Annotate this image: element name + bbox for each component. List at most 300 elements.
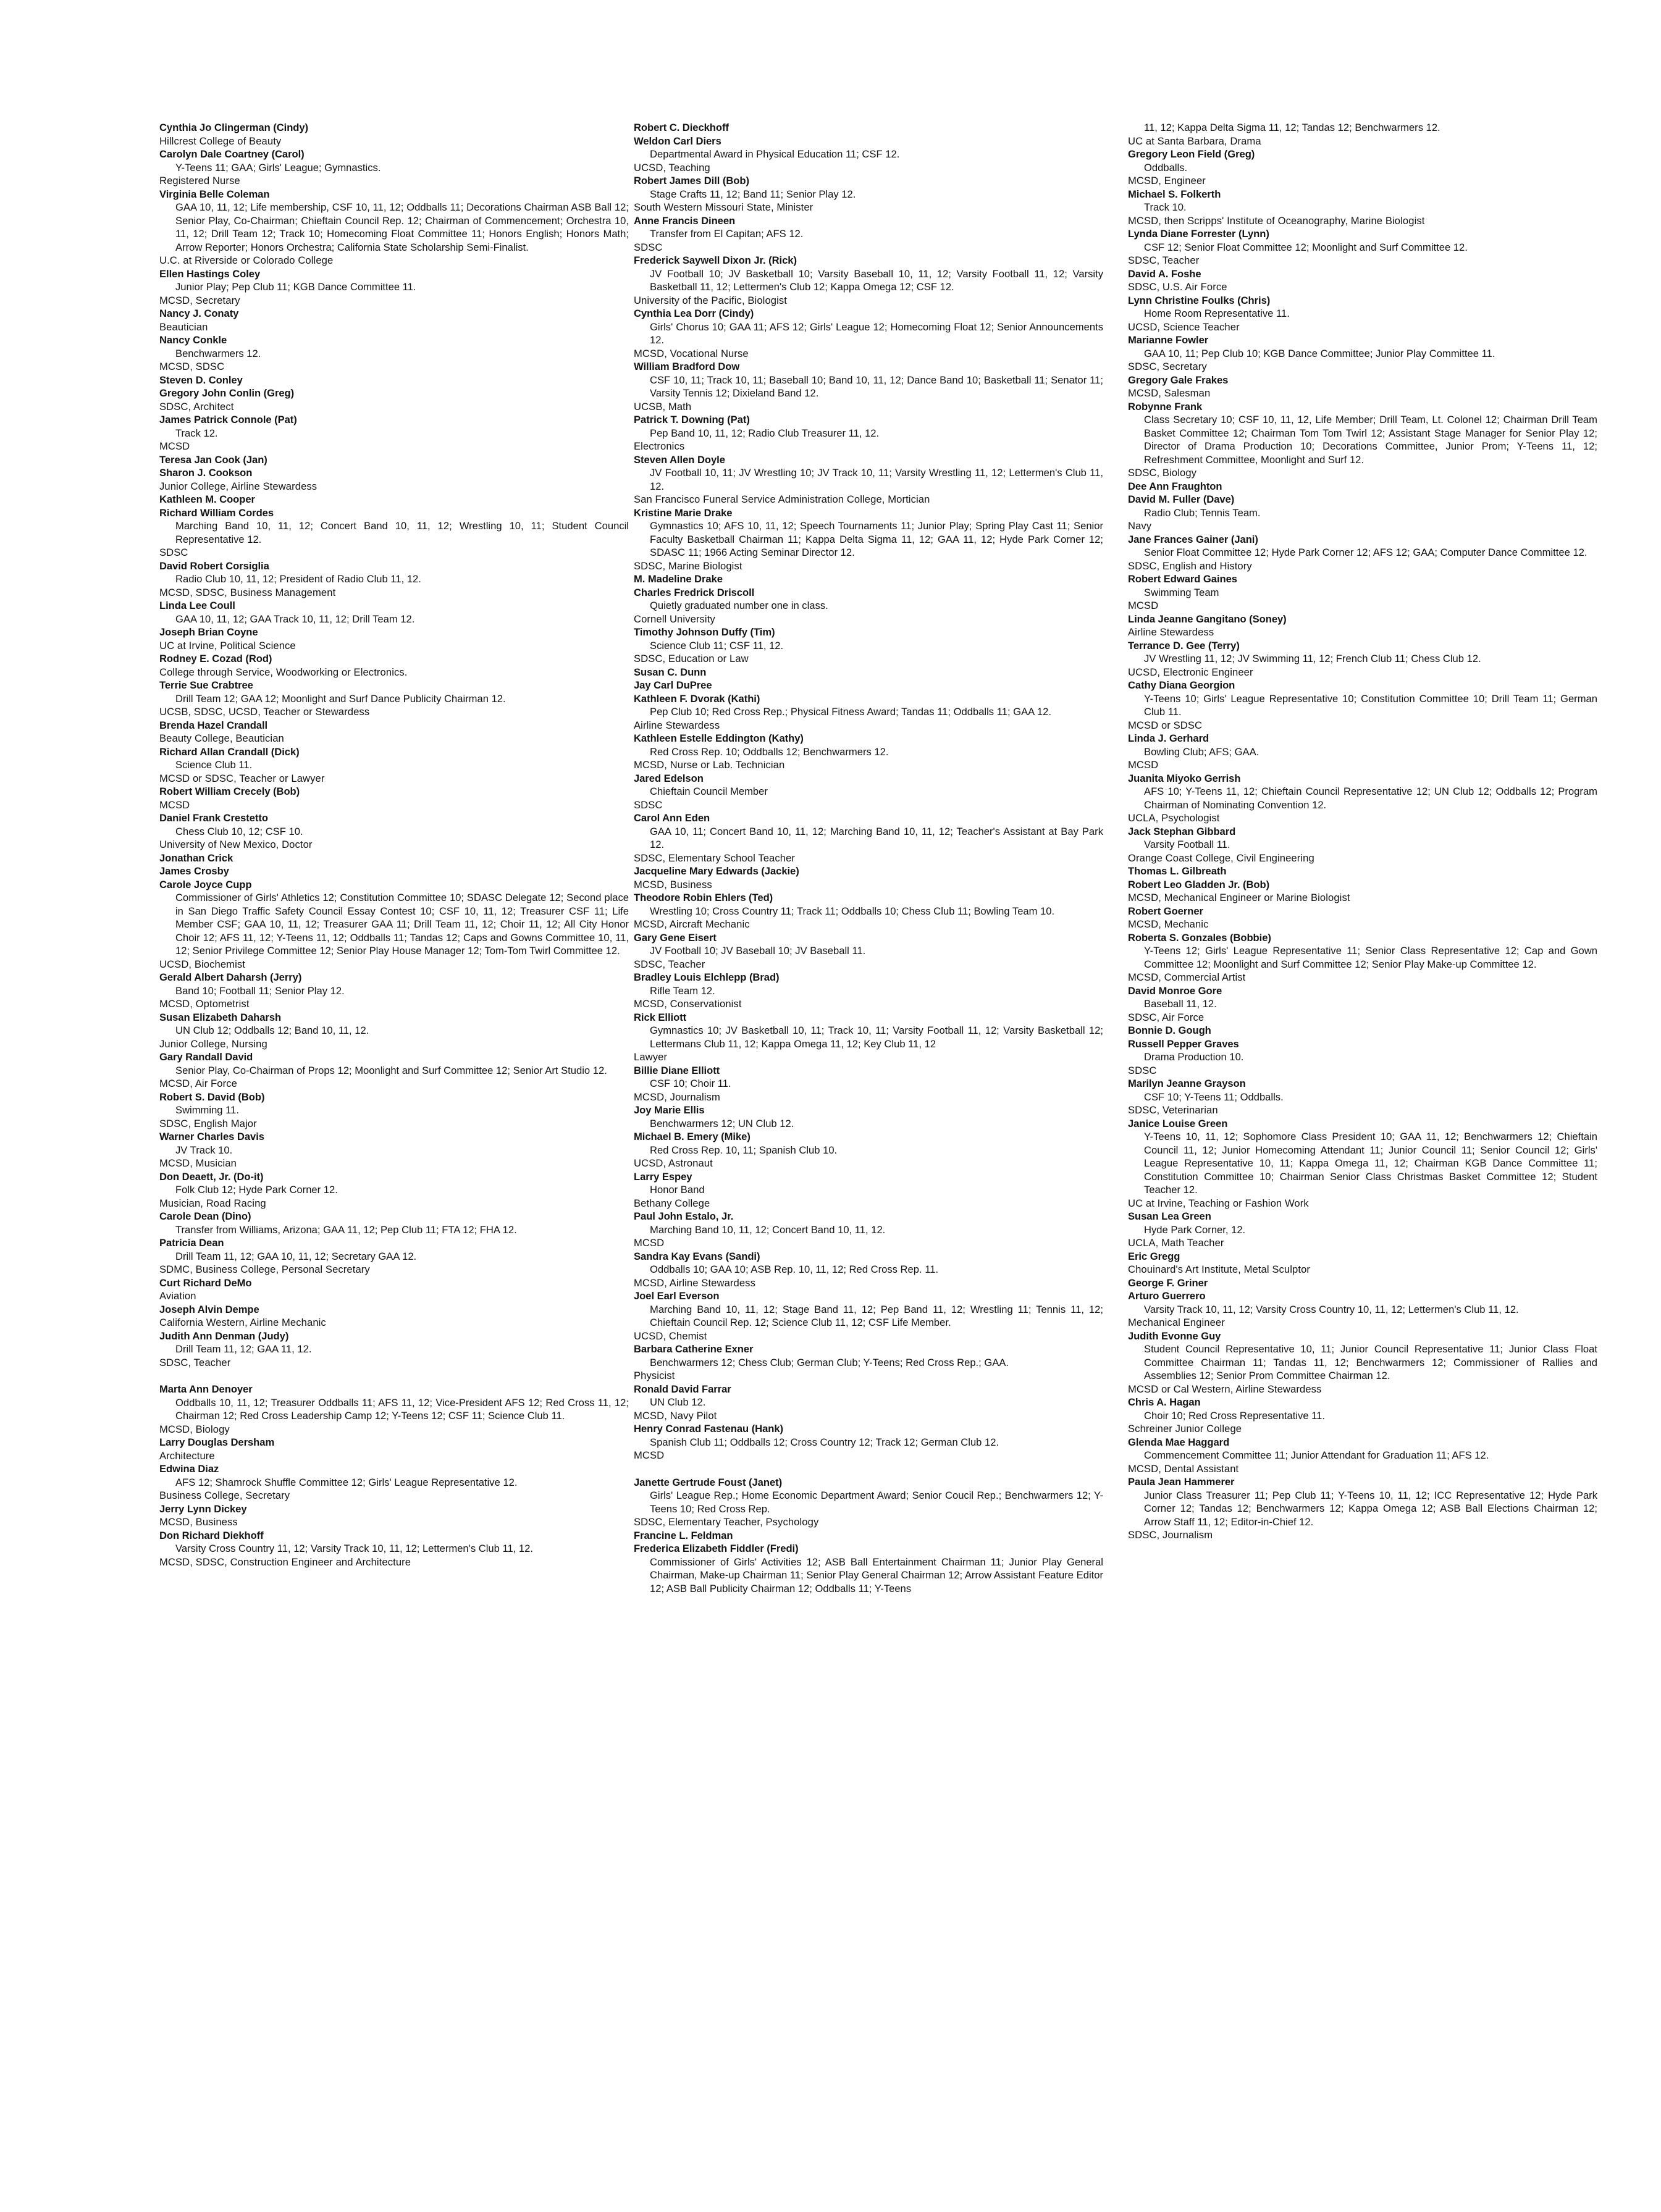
student-activities: Girls' League Rep.; Home Economic Department Award; Senior Coucil Rep.; Benchwarmers 12; Y-Teens 10; Red Cross Rep. bbox=[650, 1489, 1103, 1515]
student-entry bbox=[1128, 1250, 1597, 1276]
student-future-plans: SDSC, Teacher bbox=[634, 958, 705, 970]
student-entry bbox=[1128, 878, 1597, 905]
student-activities: Spanish Club 11; Oddballs 12; Cross Country 12; Track 12; German Club 12. bbox=[650, 1436, 999, 1448]
student-activities: Transfer from El Capitan; AFS 12. bbox=[650, 228, 804, 240]
student-future-plans: Junior College, Airline Stewardess bbox=[159, 480, 317, 492]
student-entry bbox=[1128, 533, 1597, 573]
student-future-plans: MCSD, Airline Stewardess bbox=[634, 1276, 755, 1289]
student-name: Don Deaett, Jr. (Do-it) bbox=[159, 1170, 264, 1183]
student-entry bbox=[159, 1330, 629, 1370]
student-future-plans: SDSC, Air Force bbox=[1128, 1011, 1205, 1023]
student-future-plans: MCSD bbox=[1128, 759, 1159, 771]
student-future-plans: Aviation bbox=[159, 1290, 196, 1302]
student-activities: Commissioner of Girls' Activities 12; ASB Ball Entertainment Chairman 11; Junior Play General Chairman, Make-up Chairman 11; Senior Play General Chairman 12; Arrow Assistant Feature Editor 12; ASB Ball Publicity Chairman 12; Oddballs 11; Y-Teens bbox=[650, 1556, 1103, 1594]
student-name: Gary Gene Eisert bbox=[634, 931, 717, 944]
student-name: Ellen Hastings Coley bbox=[159, 267, 261, 280]
student-future-plans: MCSD, Secretary bbox=[159, 294, 240, 306]
student-activities: Transfer from Williams, Arizona; GAA 11, 12; Pep Club 11; FTA 12; FHA 12. bbox=[175, 1223, 517, 1236]
student-future-plans: Electronics bbox=[634, 440, 685, 452]
student-name: Kathleen M. Cooper bbox=[159, 493, 255, 505]
student-activities: Junior Play; Pep Club 11; KGB Dance Committee 11. bbox=[175, 281, 416, 293]
student-future-plans: Chouinard's Art Institute, Metal Sculptor bbox=[1128, 1263, 1311, 1275]
student-name: Charles Fredrick Driscoll bbox=[634, 586, 755, 598]
student-name: James Patrick Connole (Pat) bbox=[159, 414, 297, 425]
student-future-plans: UCSD, Teaching bbox=[634, 161, 710, 174]
student-future-plans: Physicist bbox=[634, 1370, 675, 1381]
student-name: Jerry Lynn Dickey bbox=[159, 1502, 247, 1515]
student-future-plans: MCSD, Biology bbox=[159, 1423, 230, 1435]
student-name: David A. Foshe bbox=[1128, 267, 1201, 280]
student-activities: Pep Club 10; Red Cross Rep.; Physical Fitness Award; Tandas 11; Oddballs 11; GAA 12. bbox=[650, 706, 1051, 718]
student-entry bbox=[159, 121, 629, 148]
student-activities: Senior Play, Co-Chairman of Props 12; Moonlight and Surf Committee 12; Senior Art Studio 12. bbox=[175, 1064, 607, 1076]
student-name: Marta Ann Denoyer bbox=[159, 1383, 253, 1395]
student-entry bbox=[1128, 188, 1597, 228]
student-future-plans: UCSD, Astronaut bbox=[634, 1157, 713, 1169]
student-future-plans: SDSC bbox=[634, 798, 663, 811]
student-name: Lynn Christine Foulks (Chris) bbox=[1128, 294, 1271, 306]
student-name: Frederick Saywell Dixon Jr. (Rick) bbox=[634, 254, 797, 266]
student-future-plans: San Francisco Funeral Service Administration College, Mortician bbox=[634, 493, 930, 505]
student-name: Paula Jean Hammerer bbox=[1128, 1476, 1235, 1488]
student-future-plans: MCSD bbox=[1128, 600, 1159, 611]
student-entry bbox=[1128, 1289, 1597, 1330]
student-entry bbox=[159, 652, 629, 679]
student-future-plans: South Western Missouri State, Minister bbox=[634, 201, 814, 213]
student-future-plans: Schreiner Junior College bbox=[1128, 1423, 1242, 1435]
student-activities: Quietly graduated number one in class. bbox=[650, 600, 828, 611]
student-future-plans: MCSD, SDSC, Construction Engineer and Architecture bbox=[159, 1556, 411, 1568]
directory-column-2 bbox=[634, 121, 1103, 1595]
student-activities: GAA 10, 11; Concert Band 10, 11, 12; Marching Band 10, 11, 12; Teacher's Assistant at Bay Park 12. bbox=[650, 825, 1103, 850]
student-name: Marianne Fowler bbox=[1128, 334, 1209, 346]
student-entry bbox=[634, 1210, 1103, 1250]
student-name: Steven Allen Doyle bbox=[634, 453, 725, 466]
student-activities: Chieftain Council Member bbox=[650, 786, 768, 797]
student-name: Paul John Estalo, Jr. bbox=[634, 1210, 734, 1222]
student-name: Rodney E. Cozad (Rod) bbox=[159, 653, 272, 664]
student-entry bbox=[159, 811, 629, 852]
student-name: Roberta S. Gonzales (Bobbie) bbox=[1128, 931, 1271, 944]
student-entry bbox=[159, 493, 629, 506]
student-entry bbox=[634, 1130, 1103, 1170]
student-future-plans: SDSC, Veterinarian bbox=[1128, 1104, 1218, 1116]
student-entry bbox=[1128, 1276, 1597, 1290]
student-activities: Track 10. bbox=[1144, 201, 1187, 213]
student-name: Terrie Sue Crabtree bbox=[159, 679, 253, 691]
student-entry bbox=[159, 374, 629, 387]
student-entry bbox=[634, 506, 1103, 573]
student-entry bbox=[159, 307, 629, 333]
student-future-plans: SDSC, U.S. Air Force bbox=[1128, 281, 1227, 293]
student-activities: Hyde Park Corner, 12. bbox=[1144, 1223, 1246, 1236]
student-name: Chris A. Hagan bbox=[1128, 1396, 1201, 1408]
student-future-plans: MCSD, Aircraft Mechanic bbox=[634, 918, 750, 930]
student-future-plans: MCSD, Salesman bbox=[1128, 387, 1211, 399]
student-name: Cynthia Jo Clingerman (Cindy) bbox=[159, 122, 309, 133]
student-activities: Drill Team 11, 12; GAA 11, 12. bbox=[175, 1343, 312, 1355]
student-entry bbox=[634, 572, 1103, 586]
student-entry bbox=[634, 307, 1103, 360]
student-entry bbox=[1128, 905, 1597, 931]
student-entry bbox=[159, 413, 629, 453]
student-activities: Benchwarmers 12; UN Club 12. bbox=[650, 1117, 794, 1129]
student-entry bbox=[1128, 1117, 1597, 1210]
student-entry bbox=[634, 1064, 1103, 1104]
student-activities: Gymnastics 10; AFS 10, 11, 12; Speech Tournaments 11; Junior Play; Spring Play Cast 11; Senior Faculty Basketball Chairman 11; Kappa Delta Sigma 11, 12; GAA 11, 12; Hyde Park Corner 12; SDASC 11; 1966 Acting Seminar Director 12. bbox=[650, 520, 1103, 558]
student-name: Marilyn Jeanne Grayson bbox=[1128, 1078, 1246, 1089]
student-name: Richard William Cordes bbox=[159, 506, 274, 519]
student-entry bbox=[1128, 1210, 1597, 1250]
student-activities: Commencement Committee 11; Junior Attendant for Graduation 11; AFS 12. bbox=[1144, 1449, 1489, 1461]
student-name: Carole Joyce Cupp bbox=[159, 878, 252, 890]
student-activities: Y-Teens 10, 11, 12; Sophomore Class President 10; GAA 11, 12; Benchwarmers 12; Chieftain Council 11, 12; Junior Homecoming Attendant 11; Junior Council 11; Senior Council 12; Girls' League Representative 10, 11; Kappa Omega 11, 12; Chairman KGB Dance Committee 11; Constitution Committee 10; Chairman Senior Class Christmas Basket Committee 12; Student Teacher 12. bbox=[1144, 1131, 1597, 1196]
student-entry bbox=[634, 1104, 1103, 1130]
student-name: Henry Conrad Fastenau (Hank) bbox=[634, 1423, 784, 1435]
student-future-plans: MCSD, Nurse or Lab. Technician bbox=[634, 759, 785, 771]
student-activities: CSF 10, 11; Track 10, 11; Baseball 10; Band 10, 11, 12; Dance Band 10; Basketball 11; Senator 11; Varsity Tennis 12; Dixieland Band 12. bbox=[650, 374, 1103, 399]
student-entry bbox=[159, 745, 629, 786]
student-name: Eric Gregg bbox=[1128, 1250, 1180, 1262]
student-entry bbox=[634, 1343, 1103, 1383]
student-future-plans: MCSD, Mechanical Engineer or Marine Biologist bbox=[1128, 892, 1350, 903]
student-name: Michael B. Emery (Mike) bbox=[634, 1131, 751, 1142]
student-future-plans: Mechanical Engineer bbox=[1128, 1317, 1225, 1328]
student-entry bbox=[634, 413, 1103, 453]
student-future-plans: MCSD bbox=[634, 1237, 665, 1249]
student-entry bbox=[634, 174, 1103, 214]
student-name: Susan Elizabeth Daharsh bbox=[159, 1011, 282, 1023]
student-entry bbox=[159, 1011, 629, 1051]
student-future-plans: MCSD or SDSC, Teacher or Lawyer bbox=[159, 772, 325, 784]
student-future-plans: UCSB, SDSC, UCSD, Teacher or Stewardess bbox=[159, 706, 370, 718]
student-activities: Senior Float Committee 12; Hyde Park Corner 12; AFS 12; GAA; Computer Dance Committee 12. bbox=[1144, 547, 1587, 558]
student-future-plans: Cornell University bbox=[634, 613, 715, 625]
student-future-plans: Orange Coast College, Civil Engineering bbox=[1128, 852, 1314, 864]
student-activities: Honor Band bbox=[650, 1184, 705, 1196]
student-entry bbox=[159, 387, 629, 413]
student-future-plans: UCSB, Math bbox=[634, 400, 692, 413]
student-name: Gregory Leon Field (Greg) bbox=[1128, 148, 1255, 160]
student-entry bbox=[1128, 825, 1597, 865]
student-name: Robynne Frank bbox=[1128, 400, 1203, 413]
student-name: Kathleen Estelle Eddington (Kathy) bbox=[634, 732, 804, 744]
student-entry bbox=[1128, 333, 1597, 374]
student-name: Richard Allan Crandall (Dick) bbox=[159, 745, 300, 758]
student-name: Robert William Crecely (Bob) bbox=[159, 786, 300, 797]
student-future-plans: Airline Stewardess bbox=[1128, 626, 1214, 638]
student-name: Rick Elliott bbox=[634, 1011, 687, 1023]
student-name: Jay Carl DuPree bbox=[634, 679, 712, 691]
student-entry bbox=[634, 811, 1103, 865]
student-name: Kristine Marie Drake bbox=[634, 506, 733, 519]
student-entry bbox=[634, 626, 1103, 666]
student-activities: Y-Teens 12; Girls' League Representative 11; Senior Class Representative 12; Cap and Gown Committee 12; Moonlight and Surf Committee 12; Senior Play Make-up Committee 12. bbox=[1144, 945, 1597, 970]
student-activities: Oddballs 10; GAA 10; ASB Rep. 10, 11, 12; Red Cross Rep. 11. bbox=[650, 1263, 939, 1275]
student-entry bbox=[634, 732, 1103, 772]
student-name: Don Richard Diekhoff bbox=[159, 1529, 264, 1541]
student-entry bbox=[634, 692, 1103, 732]
student-future-plans: Beautician bbox=[159, 320, 208, 333]
student-entry bbox=[1128, 1037, 1597, 1078]
student-name: Terrance D. Gee (Terry) bbox=[1128, 639, 1240, 651]
student-future-plans: SDSC, English Major bbox=[159, 1117, 257, 1129]
student-future-plans: MCSD, Conservationist bbox=[634, 998, 742, 1010]
student-name: Janice Louise Green bbox=[1128, 1117, 1228, 1129]
student-future-plans: Registered Nurse bbox=[159, 175, 240, 186]
student-name: Robert James Dill (Bob) bbox=[634, 175, 749, 186]
student-entry bbox=[1128, 772, 1597, 825]
student-name: Robert C. Dieckhoff bbox=[634, 122, 729, 133]
student-entry bbox=[634, 214, 1103, 254]
student-name: Linda Lee Coull bbox=[159, 600, 235, 611]
student-name: Gregory Gale Frakes bbox=[1128, 374, 1229, 386]
student-entry bbox=[1128, 1475, 1597, 1542]
student-entry bbox=[634, 865, 1103, 891]
student-entry bbox=[159, 1529, 629, 1569]
directory-column-3 bbox=[1128, 121, 1597, 1542]
student-future-plans: University of New Mexico, Doctor bbox=[159, 839, 313, 850]
student-name: Michael S. Folkerth bbox=[1128, 188, 1221, 200]
student-activities: Drama Production 10. bbox=[1144, 1051, 1244, 1063]
student-future-plans: College through Service, Woodworking or Electronics. bbox=[159, 666, 408, 678]
student-activities: GAA 10, 11, 12; GAA Track 10, 11, 12; Drill Team 12. bbox=[175, 613, 415, 625]
student-entry bbox=[159, 679, 629, 719]
student-name: Steven D. Conley bbox=[159, 374, 243, 386]
student-future-plans: SDSC, Marine Biologist bbox=[634, 559, 742, 572]
student-activities: Benchwarmers 12; Chess Club; German Club; Y-Teens; Red Cross Rep.; GAA. bbox=[650, 1356, 1009, 1368]
student-future-plans: SDSC, Education or Law bbox=[634, 653, 749, 664]
student-future-plans: California Western, Airline Mechanic bbox=[159, 1317, 326, 1328]
student-entry bbox=[634, 254, 1103, 307]
student-activities: Oddballs 10, 11, 12; Treasurer Oddballs 11; AFS 11, 12; Vice-President AFS 12; Red Cross 11, 12; Chairman 12; Red Cross Leadership Camp 12; Y-Teens 12; CSF 11; Science Club 11. bbox=[175, 1396, 629, 1422]
student-future-plans: Bethany College bbox=[634, 1197, 710, 1209]
student-future-plans: UCSD, Electronic Engineer bbox=[1128, 666, 1253, 678]
student-entry bbox=[1128, 984, 1597, 1024]
student-name: Sandra Kay Evans (Sandi) bbox=[634, 1250, 760, 1262]
student-activities: Pep Band 10, 11, 12; Radio Club Treasurer 11, 12. bbox=[650, 427, 880, 439]
student-entry bbox=[159, 1050, 629, 1091]
directory-column-1 bbox=[159, 121, 629, 1569]
student-future-plans: Airline Stewardess bbox=[634, 719, 720, 731]
student-entry bbox=[1128, 148, 1597, 188]
student-name: Jacqueline Mary Edwards (Jackie) bbox=[634, 865, 799, 877]
student-name: Janette Gertrude Foust (Janet) bbox=[634, 1476, 783, 1488]
student-entry bbox=[1128, 1077, 1597, 1117]
student-entry bbox=[1128, 679, 1597, 732]
student-future-plans: SDSC bbox=[1128, 1064, 1157, 1076]
student-activities: Varsity Cross Country 11, 12; Varsity Track 10, 11, 12; Lettermen's Club 11, 12. bbox=[175, 1543, 533, 1554]
student-name: Billie Diane Elliott bbox=[634, 1064, 720, 1076]
student-name: Patrick T. Downing (Pat) bbox=[634, 414, 750, 425]
student-name: Judith Evonne Guy bbox=[1128, 1330, 1221, 1342]
student-future-plans: University of the Pacific, Biologist bbox=[634, 294, 787, 306]
student-entry bbox=[634, 135, 1103, 175]
student-name: Gregory John Conlin (Greg) bbox=[159, 387, 295, 399]
student-name: Robert Leo Gladden Jr. (Bob) bbox=[1128, 878, 1270, 890]
student-activities: Gymnastics 10; JV Basketball 10, 11; Track 10, 11; Varsity Football 11, 12; Varsity Basketball 12; Lettermans Club 11, 12; Kappa Omega 11, 12; Key Club 11, 12 bbox=[650, 1024, 1103, 1050]
student-name: Carolyn Dale Coartney (Carol) bbox=[159, 148, 305, 160]
student-future-plans: MCSD, Journalism bbox=[634, 1091, 720, 1103]
student-future-plans: UC at Santa Barbara, Drama bbox=[1128, 135, 1261, 147]
student-activities: Commissioner of Girls' Athletics 12; Constitution Committee 10; SDASC Delegate 12; Second place in San Diego Traffic Safety Council Essay Contest 10; CSF 10, 11, 12; Treasurer CSF 11; Life Member CSF; GAA 10, 11, 12; Treasurer GAA 11; Drill Team 11, 12; Choir 11, 12; All City Honor Choir 12; AFS 11, 12; Y-Teens 11, 12; Oddballs 11; Tandas 12; Caps and Gowns Committee 10, 11, 12; Senior Privilege Committee 12; Senior Play House Manager 12; Tom-Tom Twirl Committee 12. bbox=[175, 892, 629, 957]
student-entry bbox=[634, 1476, 1103, 1529]
student-name: Edwina Diaz bbox=[159, 1463, 219, 1475]
student-entry bbox=[634, 1250, 1103, 1290]
student-activities: GAA 10, 11; Pep Club 10; KGB Dance Committee; Junior Play Committee 11. bbox=[1144, 347, 1495, 359]
student-activities: Bowling Club; AFS; GAA. bbox=[1144, 745, 1259, 758]
student-entry bbox=[634, 891, 1103, 931]
student-entry bbox=[1128, 493, 1597, 533]
student-activities: Red Cross Rep. 10; Oddballs 12; Benchwarmers 12. bbox=[650, 745, 889, 758]
student-name: Timothy Johnson Duffy (Tim) bbox=[634, 626, 775, 638]
student-activities: Varsity Track 10, 11, 12; Varsity Cross Country 10, 11, 12; Lettermen's Club 11, 12. bbox=[1144, 1303, 1519, 1315]
student-entry bbox=[1128, 1024, 1597, 1037]
student-activities: GAA 10, 11, 12; Life membership, CSF 10, 11, 12; Oddballs 11; Decorations Chairman ASB Ball 12; Senior Play, Co-Chairman; Chieftain Council Rep. 12; Chairman of Commencement; Orchestra 10, 11, 12; Drill Team 12; Track 10; Homecoming Float Committee 11; Honors English; Honors Math; Arrow Reporter; Honors Orchestra; California State Scholarship Semi-Finalist. bbox=[175, 201, 629, 253]
student-entry bbox=[634, 1011, 1103, 1064]
student-name: Robert S. David (Bob) bbox=[159, 1091, 265, 1103]
student-activities: Stage Crafts 11, 12; Band 11; Senior Play 12. bbox=[650, 188, 856, 200]
student-entry bbox=[1128, 1436, 1597, 1476]
student-entry bbox=[1128, 267, 1597, 294]
student-name: Theodore Robin Ehlers (Ted) bbox=[634, 892, 773, 903]
student-name: Frederica Elizabeth Fiddler (Fredi) bbox=[634, 1543, 799, 1554]
student-activities: Marching Band 10, 11, 12; Concert Band 10, 11, 12. bbox=[650, 1223, 886, 1236]
student-name: Joy Marie Ellis bbox=[634, 1104, 705, 1116]
student-entry bbox=[634, 1289, 1103, 1343]
student-future-plans: SDSC, Architect bbox=[159, 400, 234, 413]
student-name: Carol Ann Eden bbox=[634, 812, 710, 824]
student-name: Juanita Miyoko Gerrish bbox=[1128, 772, 1241, 784]
student-activities: JV Football 10; JV Basketball 10; Varsity Baseball 10, 11, 12; Varsity Football 11, 12; Varsity Basketball 11, 12; Lettermen's Club 12; Kappa Omega 12; CSF 12. bbox=[650, 267, 1103, 293]
student-future-plans: UCLA, Psychologist bbox=[1128, 812, 1220, 824]
student-activities: UN Club 12. bbox=[650, 1396, 706, 1408]
student-activities: CSF 10; Y-Teens 11; Oddballs. bbox=[1144, 1091, 1284, 1103]
student-entry bbox=[159, 1436, 629, 1462]
student-entry bbox=[1128, 931, 1597, 984]
student-future-plans: SDSC, Elementary Teacher, Psychology bbox=[634, 1516, 819, 1528]
student-name: Susan Lea Green bbox=[1128, 1210, 1211, 1222]
student-name: Jared Edelson bbox=[634, 772, 704, 784]
student-name: Susan C. Dunn bbox=[634, 666, 707, 678]
student-activities: AFS 10; Y-Teens 11, 12; Chieftain Council Representative 12; UN Club 12; Oddballs 12; Program Chairman of Nominating Convention 12. bbox=[1144, 786, 1597, 811]
student-entry bbox=[159, 506, 629, 559]
student-activities: Track 12. bbox=[175, 427, 218, 439]
student-future-plans: SDSC, Secretary bbox=[1128, 361, 1207, 372]
student-future-plans: MCSD bbox=[634, 1449, 665, 1461]
student-entry bbox=[159, 267, 629, 308]
student-future-plans: SDSC, English and History bbox=[1128, 559, 1252, 572]
student-entry bbox=[159, 865, 629, 878]
student-future-plans: Business College, Secretary bbox=[159, 1489, 290, 1501]
student-future-plans: SDSC bbox=[634, 241, 663, 253]
student-future-plans: UC at Irvine, Teaching or Fashion Work bbox=[1128, 1197, 1309, 1209]
student-future-plans: Junior College, Nursing bbox=[159, 1037, 267, 1050]
student-activities: Varsity Football 11. bbox=[1144, 839, 1230, 850]
student-entry bbox=[1128, 613, 1597, 639]
student-activities: Drill Team 12; GAA 12; Moonlight and Surf Dance Publicity Chairman 12. bbox=[175, 692, 506, 705]
student-name: George F. Griner bbox=[1128, 1276, 1208, 1289]
student-future-plans: MCSD, SDSC, Business Management bbox=[159, 586, 336, 598]
student-entry bbox=[159, 188, 629, 267]
student-future-plans: UCSD, Science Teacher bbox=[1128, 320, 1240, 333]
student-entry bbox=[634, 453, 1103, 506]
student-future-plans: SDSC, Teacher bbox=[159, 1356, 231, 1368]
student-entry bbox=[1128, 1396, 1597, 1436]
student-activities: JV Track 10. bbox=[175, 1144, 233, 1156]
student-activities: Girls' Chorus 10; GAA 11; AFS 12; Girls' League 12; Homecoming Float 12; Senior Announcements 12. bbox=[650, 320, 1103, 346]
student-activities: AFS 12; Shamrock Shuffle Committee 12; Girls' League Representative 12. bbox=[175, 1476, 518, 1488]
student-activities: Science Club 11; CSF 11, 12. bbox=[650, 639, 784, 651]
student-activities: Baseball 11, 12. bbox=[1144, 998, 1217, 1010]
student-entry bbox=[1128, 572, 1597, 613]
student-name: David M. Fuller (Dave) bbox=[1128, 493, 1235, 505]
student-future-plans: SDSC bbox=[159, 547, 188, 558]
student-name: Larry Espey bbox=[634, 1170, 692, 1183]
student-entry bbox=[159, 878, 629, 971]
student-name: Gary Randall David bbox=[159, 1051, 253, 1063]
student-entry bbox=[159, 333, 629, 374]
student-future-plans: UCLA, Math Teacher bbox=[1128, 1237, 1224, 1249]
student-name: Virginia Belle Coleman bbox=[159, 188, 270, 200]
student-activities: Band 10; Football 11; Senior Play 12. bbox=[175, 984, 345, 997]
student-name: Curt Richard DeMo bbox=[159, 1276, 252, 1289]
student-future-plans: UC at Irvine, Political Science bbox=[159, 639, 296, 651]
student-activities: Marching Band 10, 11, 12; Concert Band 10, 11, 12; Wrestling 10, 11; Student Council Representative 12. bbox=[175, 520, 629, 545]
student-activities: 11, 12; Kappa Delta Sigma 11, 12; Tandas 12; Benchwarmers 12. bbox=[1144, 122, 1440, 133]
student-activities: Junior Class Treasurer 11; Pep Club 11; Y-Teens 10, 11, 12; ICC Representative 12; Hyde Park Corner 12; Tandas 12; Benchwarmers 12; Kappa Omega 12; ASB Ball Elections Chairman 12; Arrow Staff 11, 12; Editor-in-Chief 12. bbox=[1144, 1489, 1597, 1528]
student-activities: Departmental Award in Physical Education 11; CSF 12. bbox=[650, 148, 900, 160]
student-future-plans: MCSD bbox=[159, 440, 190, 452]
student-future-plans: MCSD, Mechanic bbox=[1128, 918, 1209, 930]
student-entry bbox=[634, 121, 1103, 135]
student-name: Patricia Dean bbox=[159, 1237, 224, 1249]
student-name: Anne Francis Dineen bbox=[634, 214, 736, 227]
student-name: Joseph Brian Coyne bbox=[159, 626, 258, 638]
student-name: Jonathan Crick bbox=[159, 852, 233, 864]
student-name: Brenda Hazel Crandall bbox=[159, 719, 268, 731]
student-future-plans: SDMC, Business College, Personal Secretary bbox=[159, 1263, 370, 1275]
student-entry bbox=[159, 971, 629, 1011]
student-activities: Science Club 11. bbox=[175, 759, 253, 771]
student-future-plans: MCSD, SDSC bbox=[159, 361, 225, 372]
student-name: Larry Douglas Dersham bbox=[159, 1436, 275, 1448]
student-activities: Red Cross Rep. 10, 11; Spanish Club 10. bbox=[650, 1144, 838, 1156]
student-entry bbox=[159, 1383, 629, 1436]
student-entry bbox=[159, 1210, 629, 1236]
student-name: Teresa Jan Cook (Jan) bbox=[159, 453, 267, 466]
student-activities: Swimming 11. bbox=[175, 1104, 239, 1116]
student-name: Gerald Albert Daharsh (Jerry) bbox=[159, 971, 302, 983]
student-name: Jack Stephan Gibbard bbox=[1128, 825, 1236, 837]
student-name: James Crosby bbox=[159, 865, 229, 877]
student-future-plans: MCSD, Engineer bbox=[1128, 175, 1206, 186]
student-future-plans: MCSD, Vocational Nurse bbox=[634, 347, 749, 359]
student-activities: Marching Band 10, 11, 12; Stage Band 11, 12; Pep Band 11, 12; Wrestling 11; Tennis 11, 12; Chieftain Council Rep. 12; Science Club 11, 12; CSF Life Member. bbox=[650, 1303, 1103, 1328]
student-activities: Home Room Representative 11. bbox=[1144, 308, 1290, 319]
student-name: David Robert Corsiglia bbox=[159, 559, 269, 572]
student-name: Sharon J. Cookson bbox=[159, 467, 253, 479]
student-entry bbox=[1128, 374, 1597, 400]
student-entry bbox=[1128, 227, 1597, 267]
student-name: David Monroe Gore bbox=[1128, 984, 1222, 997]
student-name: Linda J. Gerhard bbox=[1128, 732, 1209, 744]
student-entry bbox=[634, 931, 1103, 971]
student-name: Bonnie D. Gough bbox=[1128, 1024, 1211, 1036]
student-entry bbox=[159, 626, 629, 652]
student-name: Nancy J. Conaty bbox=[159, 308, 239, 319]
student-future-plans: MCSD, Optometrist bbox=[159, 998, 250, 1010]
